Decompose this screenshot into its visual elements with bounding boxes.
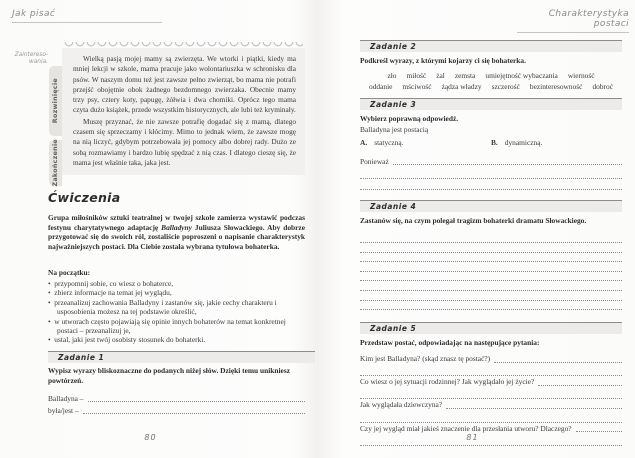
dotted-answer-line	[360, 253, 622, 263]
exercise-intro-paragraph	[48, 213, 305, 251]
task5-prompt: Przedstaw postać, odpowiadając na następujące pytania:	[360, 338, 540, 348]
dotted-answer-space	[494, 361, 622, 363]
steps-heading: Na początku:	[48, 268, 91, 277]
exercises-heading: Ćwiczenia	[48, 190, 121, 205]
dotted-answer-line	[360, 301, 622, 311]
option-b-letter: B.	[491, 137, 498, 147]
task3-prompt: Wybierz poprawną odpowiedź.	[360, 113, 459, 123]
dotted-answer-line	[360, 388, 622, 400]
dotted-answer-space	[576, 430, 622, 432]
intro-text-part1: Grupa miłośników sztuki teatralnej w twojej szkole zamierza wystawić podczas festynu charytatywnego adaptację	[48, 213, 305, 232]
dotted-answer-line	[360, 168, 622, 179]
page-right	[318, 0, 635, 458]
task5-header-bar	[360, 322, 622, 334]
word-choice: oddanie	[369, 81, 393, 91]
dotted-answer-line	[360, 179, 622, 190]
task2-prompt: Podkreśl wyrazy, z którymi kojarzy ci się bohaterka.	[360, 56, 526, 65]
dotted-answer-space	[83, 412, 305, 414]
bullet-item: • przeanalizuj zachowania Balladyny i zastanów się, jakie cechy charakteru i usposobienia możesz na tej podstawie określić,	[48, 298, 306, 317]
task3-header-bar	[360, 98, 622, 110]
dotted-answer-space	[88, 400, 305, 402]
question-row	[360, 377, 622, 388]
dotted-answer-line	[360, 272, 622, 282]
task4-answer-lines	[360, 233, 622, 310]
right-page-number: 81	[466, 433, 479, 442]
question-block	[360, 354, 622, 376]
task4-header-bar	[360, 200, 622, 212]
word-choices-row-1	[360, 70, 622, 92]
intro-text-part2: Juliusza Słowackiego. Aby dobrze przygotować się do swoich ról, zostaliście poproszeni o napisanie charakterystyk najważniejszych postaci. Dla Ciebie została wybrana tytułowa bohaterka.	[48, 222, 305, 251]
intro-title-word: Balladyny	[161, 222, 192, 232]
question-row	[360, 354, 622, 365]
margin-note-line-2: wania.	[29, 59, 48, 65]
task2-label: Zadanie 2	[370, 42, 417, 51]
task1-header-bar	[48, 351, 315, 363]
task5-label: Zadanie 5	[370, 324, 417, 334]
word-choice: żal	[436, 70, 445, 80]
bullet-item: • ustal, jaki jest twój osobisty stosunek do bohaterki.	[48, 335, 306, 344]
dotted-answer-line	[360, 243, 622, 253]
answer-line-label: Balladyna –	[48, 394, 84, 403]
task3-statement: Balladyna jest postacią	[360, 124, 429, 134]
question-text: Czy jej wygląd miał jakieś znaczenie dla przesłania utworu? Dlaczego?	[360, 423, 572, 433]
dotted-answer-line	[360, 281, 622, 291]
word-choice: zło	[387, 70, 397, 80]
tab-rozwiniecie	[49, 66, 62, 136]
example-paragraph-development: Wielką pasją mojej mamy są zwierzęta. We wtorki i piątki, kiedy ma mniej lekcji w szkole, mama pracuje jako wolontariuszka w schronisku dla psów. W naszym domu też jest zawsze pełno zwierząt, bo mama nie potrafi przejść obojętnie obok żadnego bezdomnego zwierzaka. Obecnie mamy trzy psy, cztery koty, papugę, żółwia i dwa chomiki. Oprócz tego mama czyta dużo książek, przede wszystkim historycznych, ale lubi też kryminały.	[73, 54, 296, 115]
task4-prompt: Zastanów się, na czym polegał tragizm bohaterki dramatu Słowackiego.	[360, 215, 587, 225]
tab-zakonczenie-label: Zakończenie	[52, 139, 59, 187]
margin-note-zainteresowania	[12, 52, 48, 66]
dotted-answer-line	[360, 262, 622, 272]
bullet-item: • w utworach często pojawiają się opinie innych bohaterów na temat konkretnej postaci – przeanalizuj je,	[48, 317, 306, 336]
dotted-answer-line	[360, 411, 622, 423]
question-text: Jak wyglądała dziewczyna?	[360, 400, 443, 410]
right-running-header: Charakterystyka postaci	[517, 9, 629, 33]
because-answer-line	[360, 157, 622, 167]
dotted-answer-line	[360, 233, 622, 243]
option-b	[491, 137, 622, 148]
example-text-box	[62, 48, 305, 175]
dotted-answer-line	[360, 291, 622, 301]
question-text: Kim jest Balladyna? (skąd znasz tę postać?)	[360, 353, 491, 363]
task1-answer-lines	[48, 394, 305, 418]
question-text: Co wiesz o jej sytuacji rodzinnej? Jak wyglądało jej życie?	[360, 377, 535, 387]
example-paragraph-ending: Muszę przyznać, że nie zawsze potrafię dogadać się z mamą, dlatego czasem się sprzeczamy i kłócimy. Mimo to jednak wiem, że zawsze mogę na nią liczyć, gdybym potrzebowała jej pomocy albo dobrej rady. Dużo ze sobą rozmawiamy i bardzo lubię spędzać z nią czas. I dlatego cieszę się, że mama jest właśnie taka, jaka jest.	[73, 116, 296, 167]
task3-options	[360, 137, 622, 148]
because-label: Ponieważ	[360, 156, 389, 166]
task1-prompt: Wypisz wyrazy bliskoznaczne do podanych niżej słów. Dzięki temu unikniesz powtórzeń.	[48, 366, 290, 385]
word-choice: wierność	[567, 70, 595, 80]
word-choice: żądza władzy	[441, 81, 482, 91]
bullet-item: • przypomnij sobie, co wiesz o bohaterce,	[48, 279, 306, 288]
option-a	[360, 137, 491, 148]
word-choice: miłość	[406, 70, 427, 80]
dotted-answer-space	[446, 407, 622, 409]
dotted-answer-space	[393, 163, 622, 165]
steps-bullet-list	[48, 279, 306, 345]
word-choices-row-2	[360, 81, 622, 92]
dotted-answer-line	[360, 365, 622, 377]
margin-note-line-1: Zaintereso-	[14, 52, 48, 58]
answer-line	[48, 406, 305, 416]
task3-label: Zadanie 3	[370, 99, 417, 109]
task2-header-bar	[360, 40, 622, 52]
left-page-number: 80	[144, 433, 157, 442]
option-a-text: statyczną.	[374, 137, 404, 147]
word-choice: zemsta	[454, 70, 476, 80]
dotted-answer-space	[538, 384, 622, 386]
right-page-column	[360, 40, 622, 446]
question-block	[360, 400, 622, 422]
word-choice: bezinteresowność	[529, 81, 583, 91]
answer-line-label: była/jest –	[48, 406, 79, 415]
tab-zakonczenie	[49, 140, 62, 186]
option-b-text: dynamiczną.	[504, 137, 543, 147]
task4-label: Zadanie 4	[370, 201, 417, 211]
word-choice: mściwość	[402, 81, 432, 91]
option-a-letter: A.	[360, 137, 368, 147]
word-choice: umiejętność wybaczania	[485, 70, 558, 80]
tab-rozwiniecie-label: Rozwinięcie	[52, 78, 59, 124]
example-area	[14, 42, 305, 187]
word-choice: szczerość	[491, 81, 520, 91]
question-block	[360, 377, 622, 399]
bullet-item: • zbierz informacje na temat jej wyglądu,	[48, 288, 306, 297]
task1-label: Zadanie 1	[58, 353, 105, 362]
question-row	[360, 400, 622, 411]
answer-line	[48, 394, 305, 404]
left-running-header: Jak pisać	[12, 9, 162, 23]
word-choice: dobroć	[592, 81, 613, 91]
page-left	[0, 0, 317, 458]
